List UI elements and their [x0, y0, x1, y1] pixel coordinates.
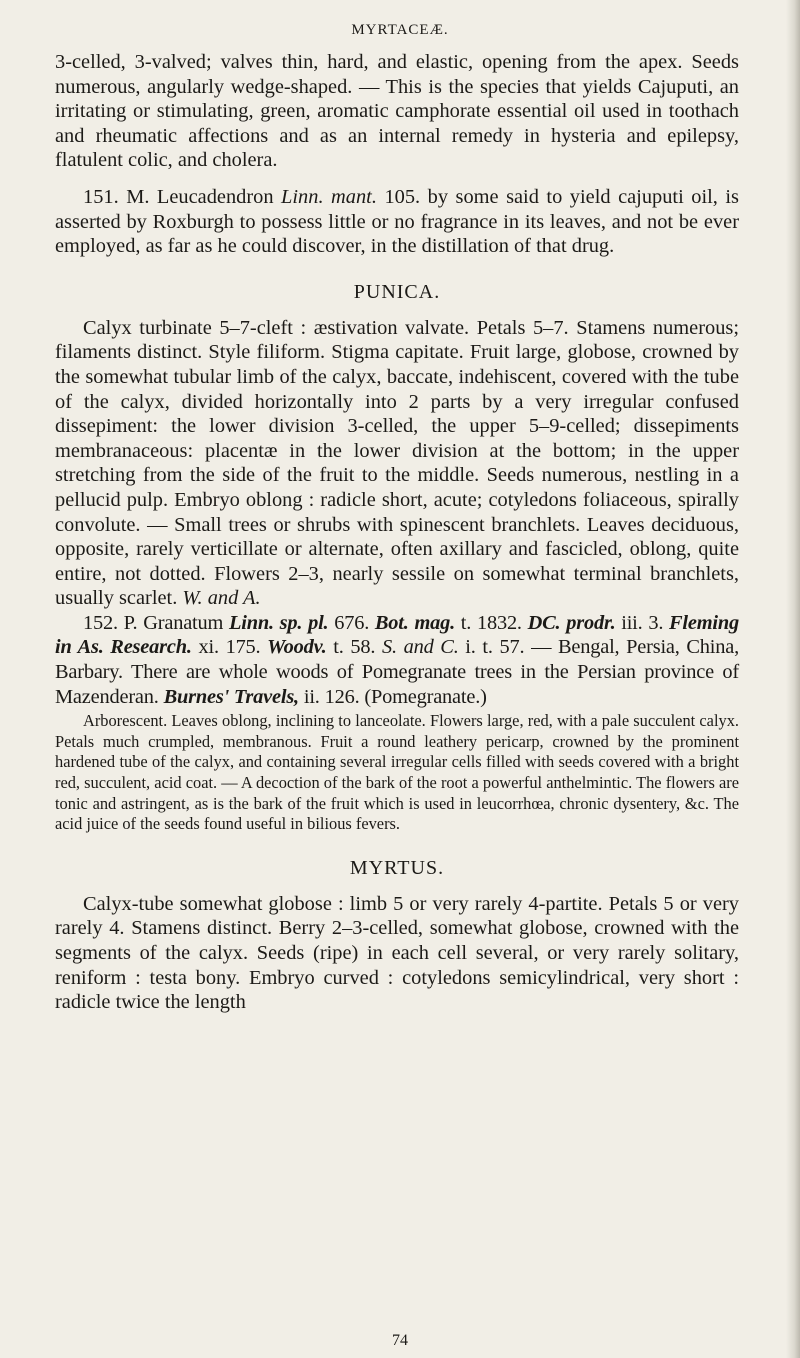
species-152-ref-botmag: Bot. mag.: [374, 611, 456, 634]
species-152-ref-text: t. 1832.: [455, 611, 528, 634]
myrtus-description: Calyx-tube somewhat globose : limb 5 or very rarely 4-partite. Petals 5 or very rarely 4. Stamens distinct. Berry 2–3-celled, somewhat globose, crowned with the segments of the calyx. Seeds (ripe) in each cell several, or very rarely solitary, reniform : testa bony. Embryo curved : cotyledons semicylindrical, very short : radicle twice the length: [55, 892, 739, 1014]
species-152-locality: i. t. 57. — Bengal, Persia, China, Barbary. There are whole woods of Pomegranate trees in the Persian province of Mazenderan.: [55, 636, 739, 708]
intro-paragraph: 3-celled, 3-valved; valves thin, hard, and elastic, opening from the apex. Seeds numerous, angularly wedge-shaped. — This is the species that yields Cajuputi, an irritating or stimulating, green, aromatic camphorate essential oil used in toothach and rheumatic affections and as an internal remedy in hysteria and epilepsy, flatulent colic, and cholera.: [55, 51, 739, 172]
species-152-ref-burnes: Burnes' Travels,: [163, 685, 299, 708]
species-152-ref-text: iii. 3.: [615, 611, 670, 634]
punica-description-text: Calyx turbinate 5–7-cleft : æstivation valvate. Petals 5–7. Stamens numerous; filaments distinct. Style filiform. Stigma capitate. Fruit large, globose, crowned by the somewhat tubular limb of the calyx, baccate, indehiscent, covered with the tube of the calyx, divided horizontally into 2 parts by a very irregular confused dissepiment: the lower division 3-celled, the upper 5–9-celled; dissepiments membranaceous: placentæ in the lower division at the bottom; in the upper stretching from the side of the fruit to the middle. Seeds numerous, nestling in a pellucid pulp. Embryo oblong : radicle short, acute; cotyledons foliaceous, spirally convolute. — Small trees or shrubs with spinescent branchlets. Leaves deciduous, opposite, rarely verticillate or alternate, often axillary and fascicled, oblong, quite entire, not dotted. Flowers 2–3, nearly sessile on somewhat terminal branchlets, usually scarlet.: [55, 316, 739, 610]
genus-title-punica: PUNICA.: [353, 280, 441, 303]
species-152-paragraph: [55, 611, 739, 709]
pomegranate-notes: Arborescent. Leaves oblong, inclining to lanceolate. Flowers large, red, with a pale succulent calyx. Petals much crumpled, membranous. Fruit a round leathery pericarp, crowned by the prominent hardened tube of the calyx, and containing several irregular cells filled with seeds covered with a bright red, succulent, acid coat. — A decoction of the bark of the root a powerful anthelmintic. The flowers are tonic and astringent, as is the bark of the fruit which is used in leucorrhœa, chronic dysentery, &c. The acid juice of the seeds found useful in bilious fevers.: [55, 711, 739, 834]
genus-title-myrtus: MYRTUS.: [349, 856, 445, 879]
species-152-ref-text: xi. 175.: [191, 636, 268, 659]
species-151-paragraph: [55, 185, 739, 259]
punica-description-authority: W. and A.: [182, 587, 261, 610]
page-body: [55, 50, 739, 1015]
running-header: MYRTACEÆ.: [351, 22, 449, 38]
species-152-name: 152. P. Granatum: [83, 611, 229, 634]
species-152-ref-dc: DC. prodr.: [527, 611, 616, 634]
species-152-ref-woodv: Woodv.: [267, 636, 327, 659]
species-152-common-name: ii. 126. (Pomegranate.): [298, 685, 487, 708]
species-152-ref-fleming: Fleming in As. Research.: [55, 611, 740, 659]
species-151-authority: Linn. mant.: [281, 185, 377, 208]
species-152-ref-text: 676.: [328, 611, 375, 634]
species-152-ref-sc: S. and C.: [381, 636, 459, 659]
species-152-ref-linn: Linn. sp. pl.: [228, 611, 329, 634]
page-edge-shadow: [786, 0, 800, 1358]
species-152-ref-text: t. 58.: [326, 636, 382, 659]
species-151-name: 151. M. Leucadendron: [83, 185, 282, 208]
species-151-text: 105. by some said to yield cajuputi oil, is asserted by Roxburgh to possess little or no fragrance in its leaves, and not be ever employed, as far as he could discover, in the distillation of that drug.: [55, 185, 739, 258]
page-number: 74: [392, 1332, 408, 1349]
punica-description: [55, 316, 739, 611]
